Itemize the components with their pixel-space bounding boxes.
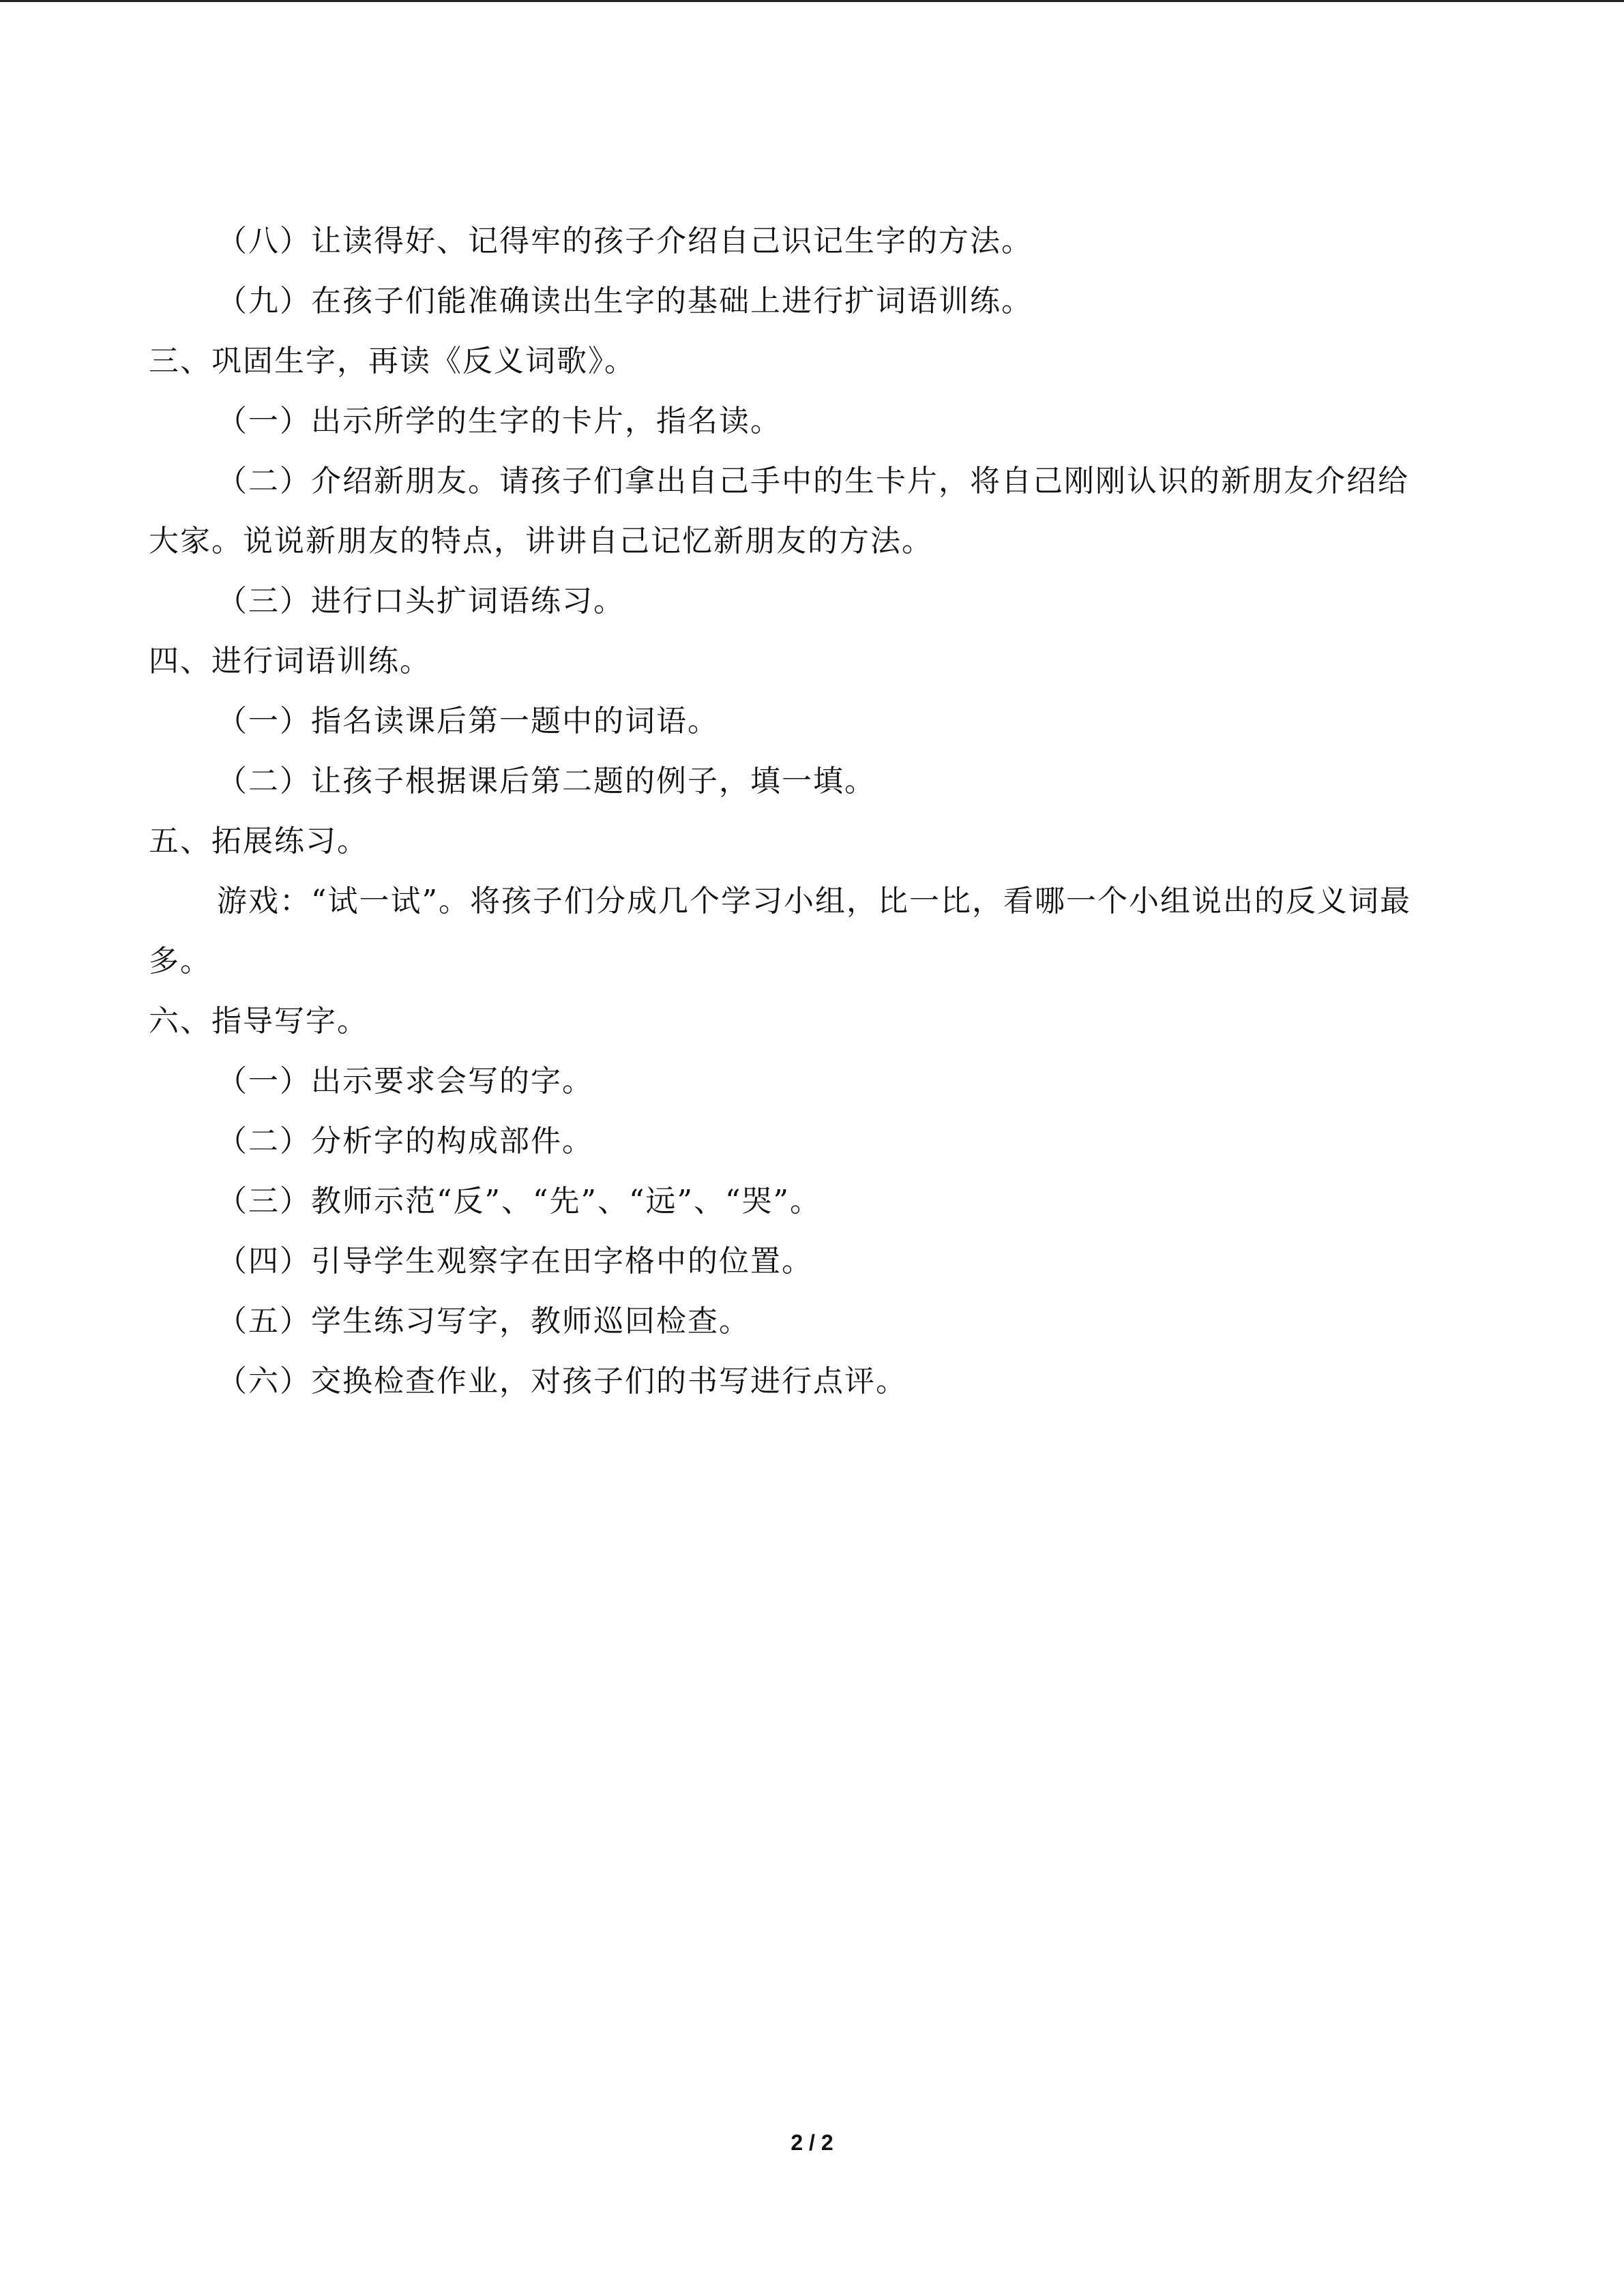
paragraph-continuation: 多。 [149,944,211,979]
list-item: （一）出示所学的生字的卡片，指名读。 [217,404,782,438]
section-heading: 三、巩固生字，再读《反义词歌》。 [149,344,636,378]
section-heading: 六、指导写字。 [149,1004,368,1039]
paragraph-continuation: 大家。说说新朋友的特点，讲讲自己记忆新朋友的方法。 [149,524,933,558]
page-top-border [0,0,1624,2]
list-item: （四）引导学生观察字在田字格中的位置。 [217,1244,813,1279]
page-number: 2 / 2 [791,2130,833,2155]
list-item: （三）教师示范“反”、“先”、“远”、“哭”。 [217,1184,821,1219]
list-item: （八）让读得好、记得牢的孩子介绍自己识记生字的方法。 [217,224,1033,258]
paragraph: 游戏：“试一试”。将孩子们分成几个学习小组，比一比，看哪一个小组说出的反义词最 [217,884,1411,919]
list-item: （五）学生练习写字，教师巡回检查。 [217,1304,750,1339]
list-item: （二）分析字的构成部件。 [217,1124,593,1159]
list-item: （二）介绍新朋友。请孩子们拿出自己手中的生卡片，将自己刚刚认识的新朋友介绍给 [217,464,1409,498]
list-item: （三）进行口头扩词语练习。 [217,584,625,618]
section-heading: 四、进行词语训练。 [149,644,431,679]
list-item: （九）在孩子们能准确读出生字的基础上进行扩词语训练。 [217,284,1033,318]
list-item: （二）让孩子根据课后第二题的例子，填一填。 [217,764,876,799]
section-heading: 五、拓展练习。 [149,824,368,859]
list-item: （一）指名读课后第一题中的词语。 [217,704,719,739]
list-item: （六）交换检查作业，对孩子们的书写进行点评。 [217,1364,907,1399]
list-item: （一）出示要求会写的字。 [217,1064,593,1099]
document-body [149,211,1479,1412]
